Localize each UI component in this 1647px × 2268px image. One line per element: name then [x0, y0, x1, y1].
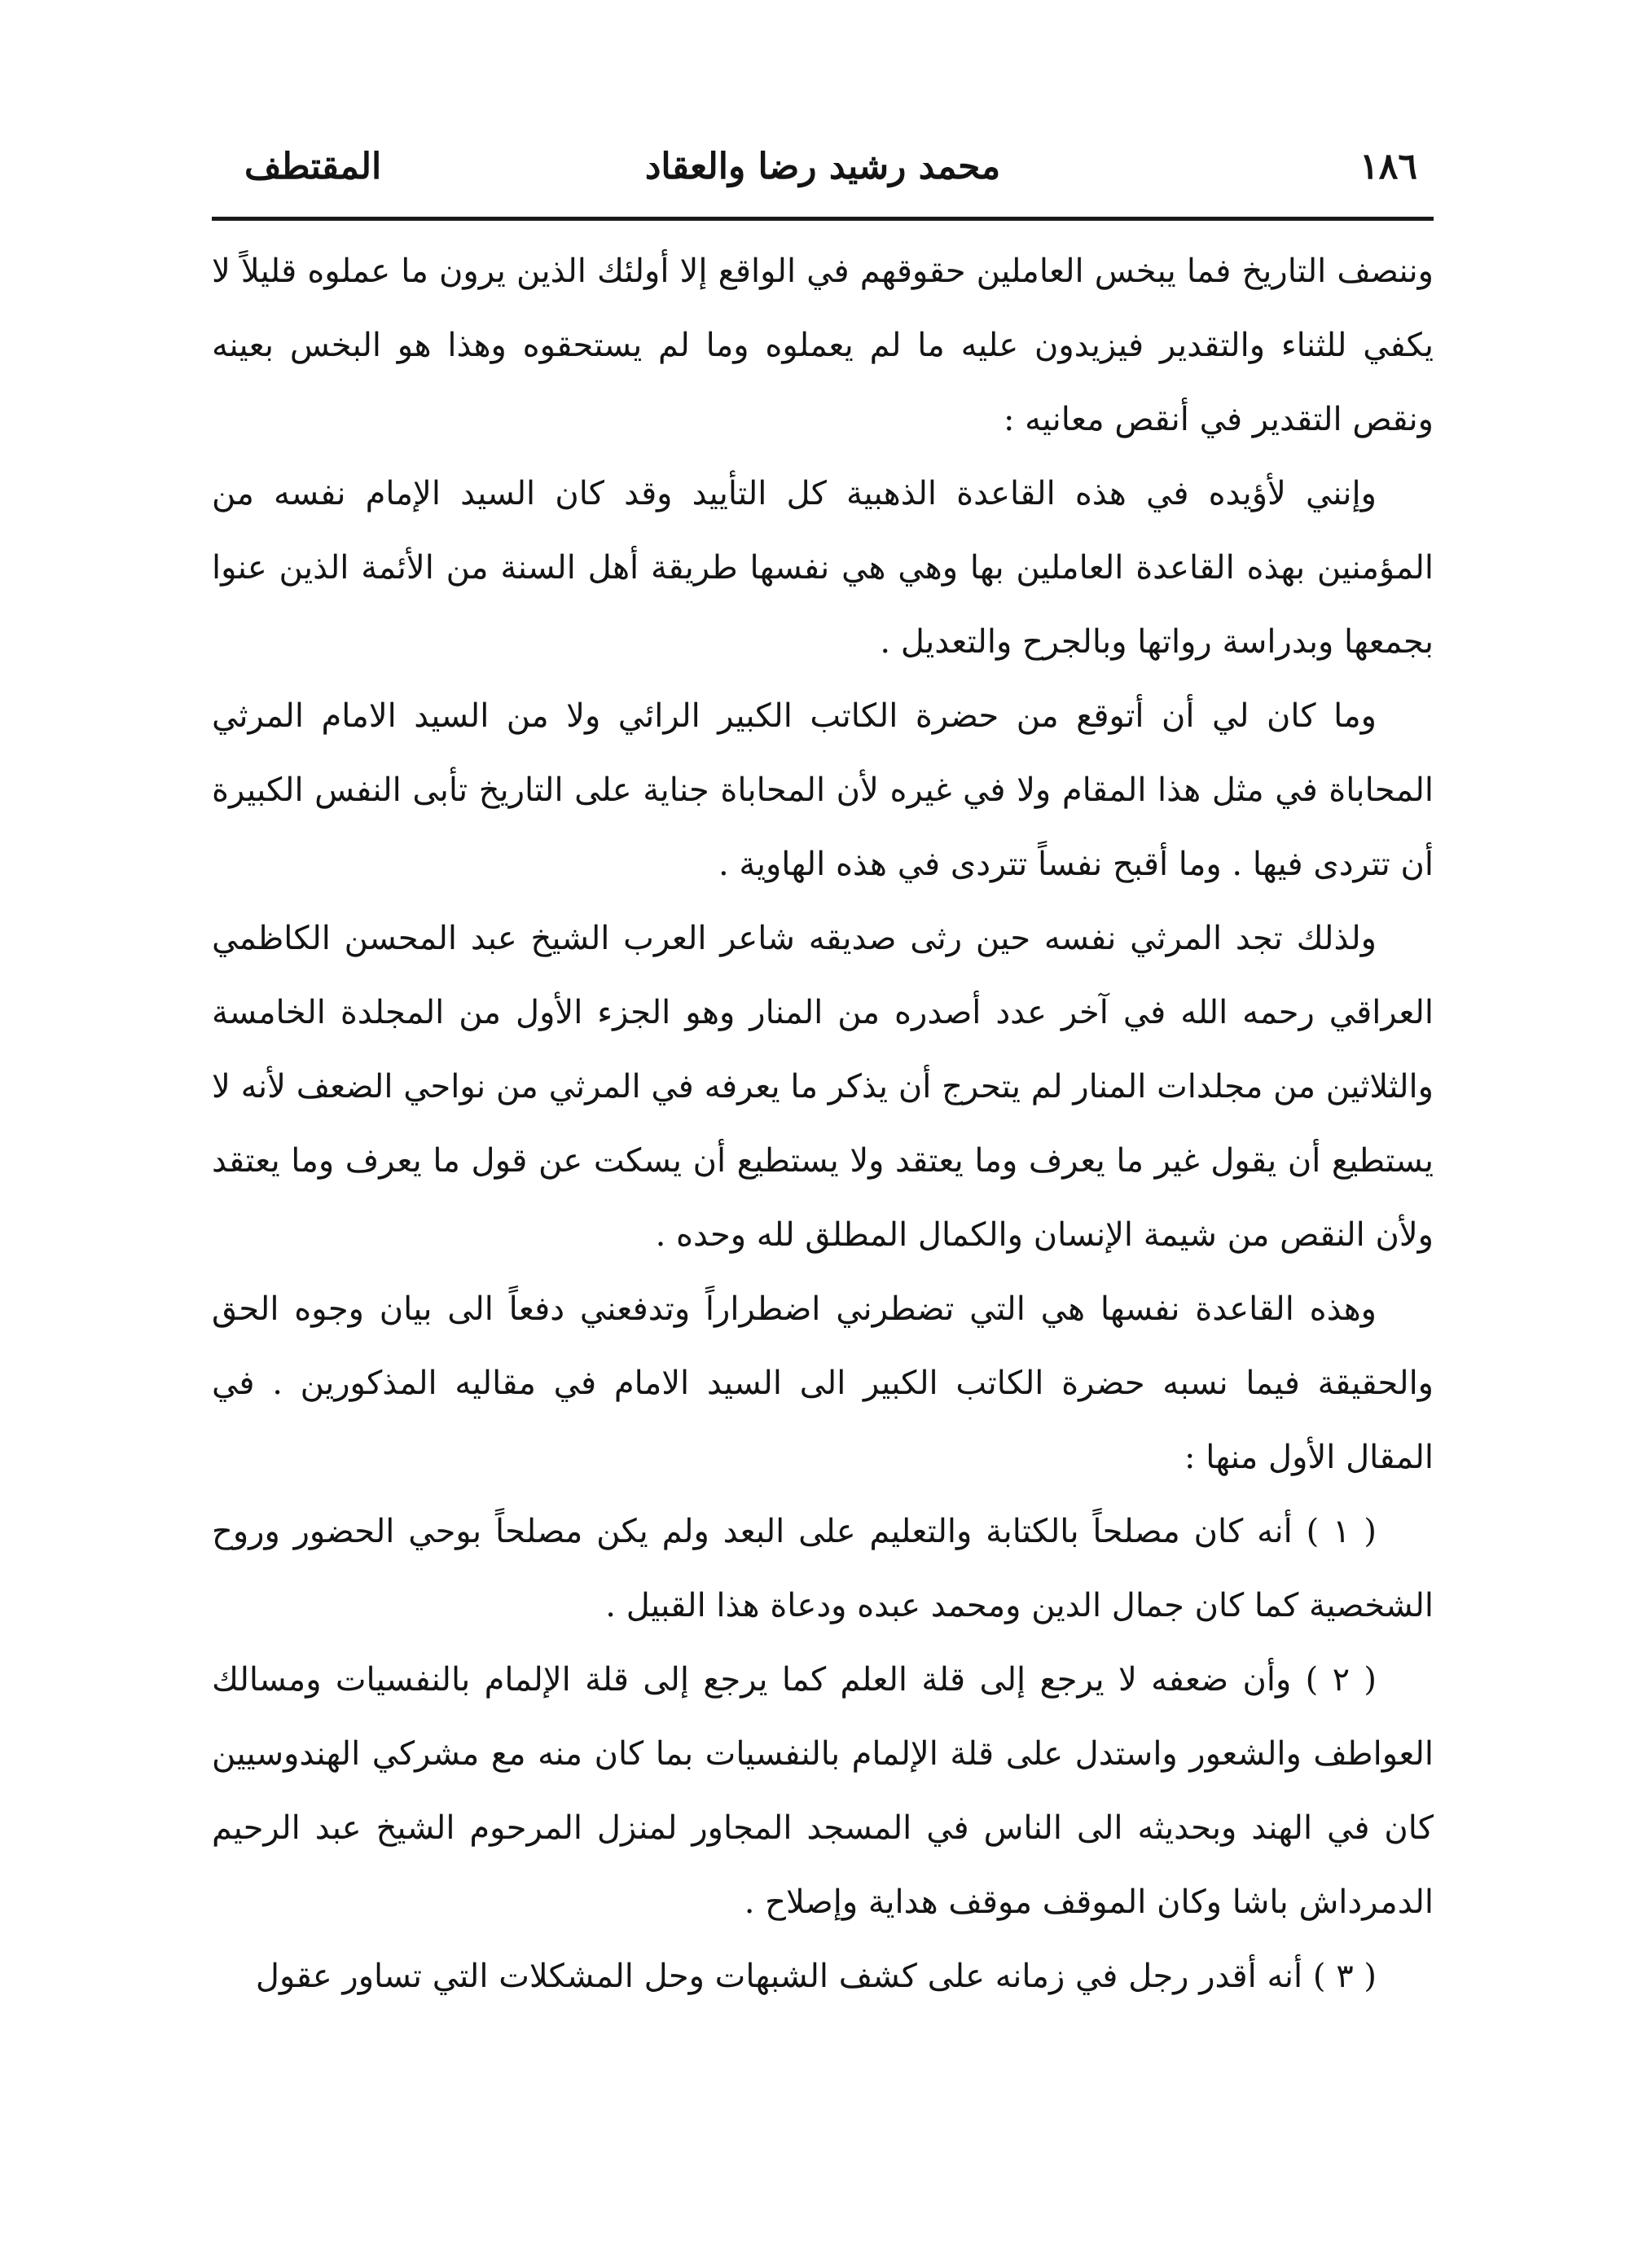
header-rule — [212, 217, 1434, 221]
paragraph-4: ولذلك تجد المرثي نفسه حين رثى صديقه شاعر العرب الشيخ عبد المحسن الكاظمي العراقي رحمه الله في آخر عدد أصدره من المنار وهو الجزء الأول من المجلدة الخامسة والثلاثين من مجلدات المنار لم يتحرج أن يذكر ما يعرفه في المرثي من نواحي الضعف لأنه لا يستطيع أن يقول غير ما يعرف وما يعتقد ولا يستطيع أن يسكت عن قول ما يعرف وما يعتقد ولأن النقص من شيمة الإنسان والكمال المطلق لله وحده . — [212, 920, 1434, 1254]
paragraph-7: ( ٢ ) وأن ضعفه لا يرجع إلى قلة العلم كما يرجع إلى قلة الإلمام بالنفسيات ومسالك العواطف والشعور واستدل على قلة الإلمام بالنفسيات بما كان منه مع مشركي الهندوسيين كان في الهند وبحديثه الى الناس في المسجد المجاور لمنزل المرحوم الشيخ عبد الرحيم الدمرداش باشا وكان الموقف موقف هداية وإصلاح . — [212, 1661, 1434, 1921]
paragraph-2: وإنني لأؤيده في هذه القاعدة الذهبية كل التأييد وقد كان السيد الإمام نفسه من المؤمنين بهذه القاعدة العاملين بها وهي هي نفسها طريقة أهل السنة من الأئمة الذين عنوا بجمعها وبدراسة رواتها وبالجرح والتعديل . — [212, 475, 1434, 661]
paragraph-3: وما كان لي أن أتوقع من حضرة الكاتب الكبير الرائي ولا من السيد الامام المرثي المحاباة في مثل هذا المقام ولا في غيره لأن المحاباة جناية على التاريخ تأبى النفس الكبيرة أن تتردى فيها . وما أقبح نفساً تتردى في هذه الهاوية . — [212, 697, 1434, 883]
body-text — [212, 235, 1434, 2014]
paragraph-8: ( ٣ ) أنه أقدر رجل في زمانه على كشف الشبهات وحل المشكلات التي تساور عقول — [255, 1958, 1377, 1995]
paragraph-5: وهذه القاعدة نفسها هي التي تضطرني اضطراراً وتدفعني دفعاً الى بيان وجوه الحق والحقيقة فيما نسبه حضرة الكاتب الكبير الى السيد الامام في مقاليه المذكورين . في المقال الأول منها : — [212, 1290, 1434, 1476]
running-header — [212, 138, 1434, 196]
journal-name: المقتطف — [244, 146, 382, 187]
paragraph-6: ( ١ ) أنه كان مصلحاً بالكتابة والتعليم على البعد ولم يكن مصلحاً بوحي الحضور وروح الشخصية كما كان جمال الدين ومحمد عبده ودعاة هذا القبيل . — [212, 1513, 1434, 1624]
running-title: محمد رشيد رضا والعقاد — [644, 146, 1001, 187]
page-number: ١٨٦ — [1359, 146, 1417, 187]
book-page — [212, 138, 1434, 2191]
paragraph-1: وننصف التاريخ فما يبخس العاملين حقوقهم في الواقع إلا أولئك الذين يرون ما عملوه قليلاً لا يكفي للثناء والتقدير فيزيدون عليه ما لم يعملوه وما لم يستحقوه وهذا هو البخس بعينه ونقص التقدير في أنقص معانيه : — [212, 253, 1434, 438]
